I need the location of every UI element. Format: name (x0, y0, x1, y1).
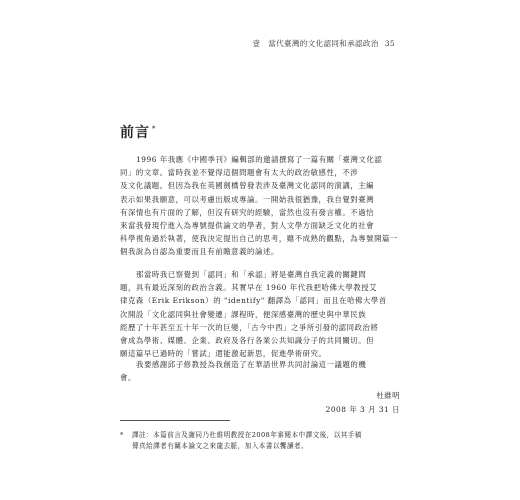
page-number: 35 (384, 39, 395, 48)
section-title-text: 前言 (120, 125, 150, 141)
running-header (230, 38, 395, 49)
text-line: 我要感謝邱子修教授為我創造了在華語世界共同討論這一議題的機 (136, 360, 367, 369)
text-line: 個我說為自認為重要而且有前瞻意義的論述。 (120, 247, 279, 257)
text-line: 次開設「文化認同與社會變遷」課程時，便深感臺灣的歷史與中華民族 (120, 309, 367, 319)
text-line: 及文化議題。但因為我在英國劍橋曾發表涉及臺灣文化認同的演講，主編 (120, 181, 375, 191)
chapter-title: 壹 當代臺灣的文化認同和承認政治 (252, 39, 379, 48)
footnote-mark: * (152, 125, 157, 134)
text-line: 經歷了十年甚至五十年一次的巨變，「古今中西」之爭所引發的認同政治將 (120, 322, 379, 332)
footnote-mark: * (120, 431, 124, 439)
footnote-text: 譯註：本篇前言及謝同乃杜維明教授在2008年審閱本中譯文後，以其手稿 (132, 431, 362, 439)
signature-date: 2008 年 3 月 31 日 (325, 405, 400, 414)
text-line: 那當時我已察覺到「認同」和「承認」將是臺灣自我定義的關鍵問 (136, 270, 367, 279)
footnote-text: 傳真給譯者有關本論文之來龍去脈，加入本書以饗讀者。 (132, 442, 309, 450)
footnote-line (120, 441, 405, 452)
paragraph-2 (120, 268, 405, 360)
text-line: 律克森（Erik Erikson）的 "identify" 翻譯為「認同」而且在哈佛大學首 (120, 296, 387, 306)
text-line: 願這篇早已過時的「嘗試」還能激起新思，促進學術研究。 (120, 349, 327, 359)
paragraph-3 (120, 358, 405, 384)
text-line: 有深情也有片面的了解，但沒有研究的經驗，當然也沒有發言權。不過恰 (120, 207, 375, 217)
text-line: 1996 年我應《中國季刊》編輯部的邀請撰寫了一篇有關「臺灣文化認 (136, 155, 383, 164)
text-line: 來當我發現佇進入為專號提供論文的學者，對人文學方面缺乏文化的社會 (120, 221, 375, 231)
text-line: 會成為學術、媒體、企業、政府及各行各業公共知識分子的共同關切。但 (120, 336, 375, 346)
footnote-line (120, 430, 405, 441)
paragraph-1 (120, 153, 405, 259)
footnote (120, 430, 405, 452)
section-title (120, 122, 157, 142)
text-line: 科學視角過於執著，使我決定提出自己的思考，雖不成熟的觀點，為專號開篇一 (120, 234, 398, 244)
text-line: 表示如果我願意，可以考慮出版成專論。一開始我很猶豫，我自覺對臺灣 (120, 194, 375, 204)
footnote-divider (120, 420, 230, 421)
text-line: 題，具有最近深刻的政治含義。其實早在 1960 年代我把哈佛大學教授艾 (120, 283, 378, 293)
text-line: 會。 (120, 373, 136, 383)
signature-author: 杜維明 (376, 391, 400, 400)
text-line: 同」的文章。當時我並不覺得這個問題會有太大的政治敏感性，不涉 (120, 168, 359, 178)
